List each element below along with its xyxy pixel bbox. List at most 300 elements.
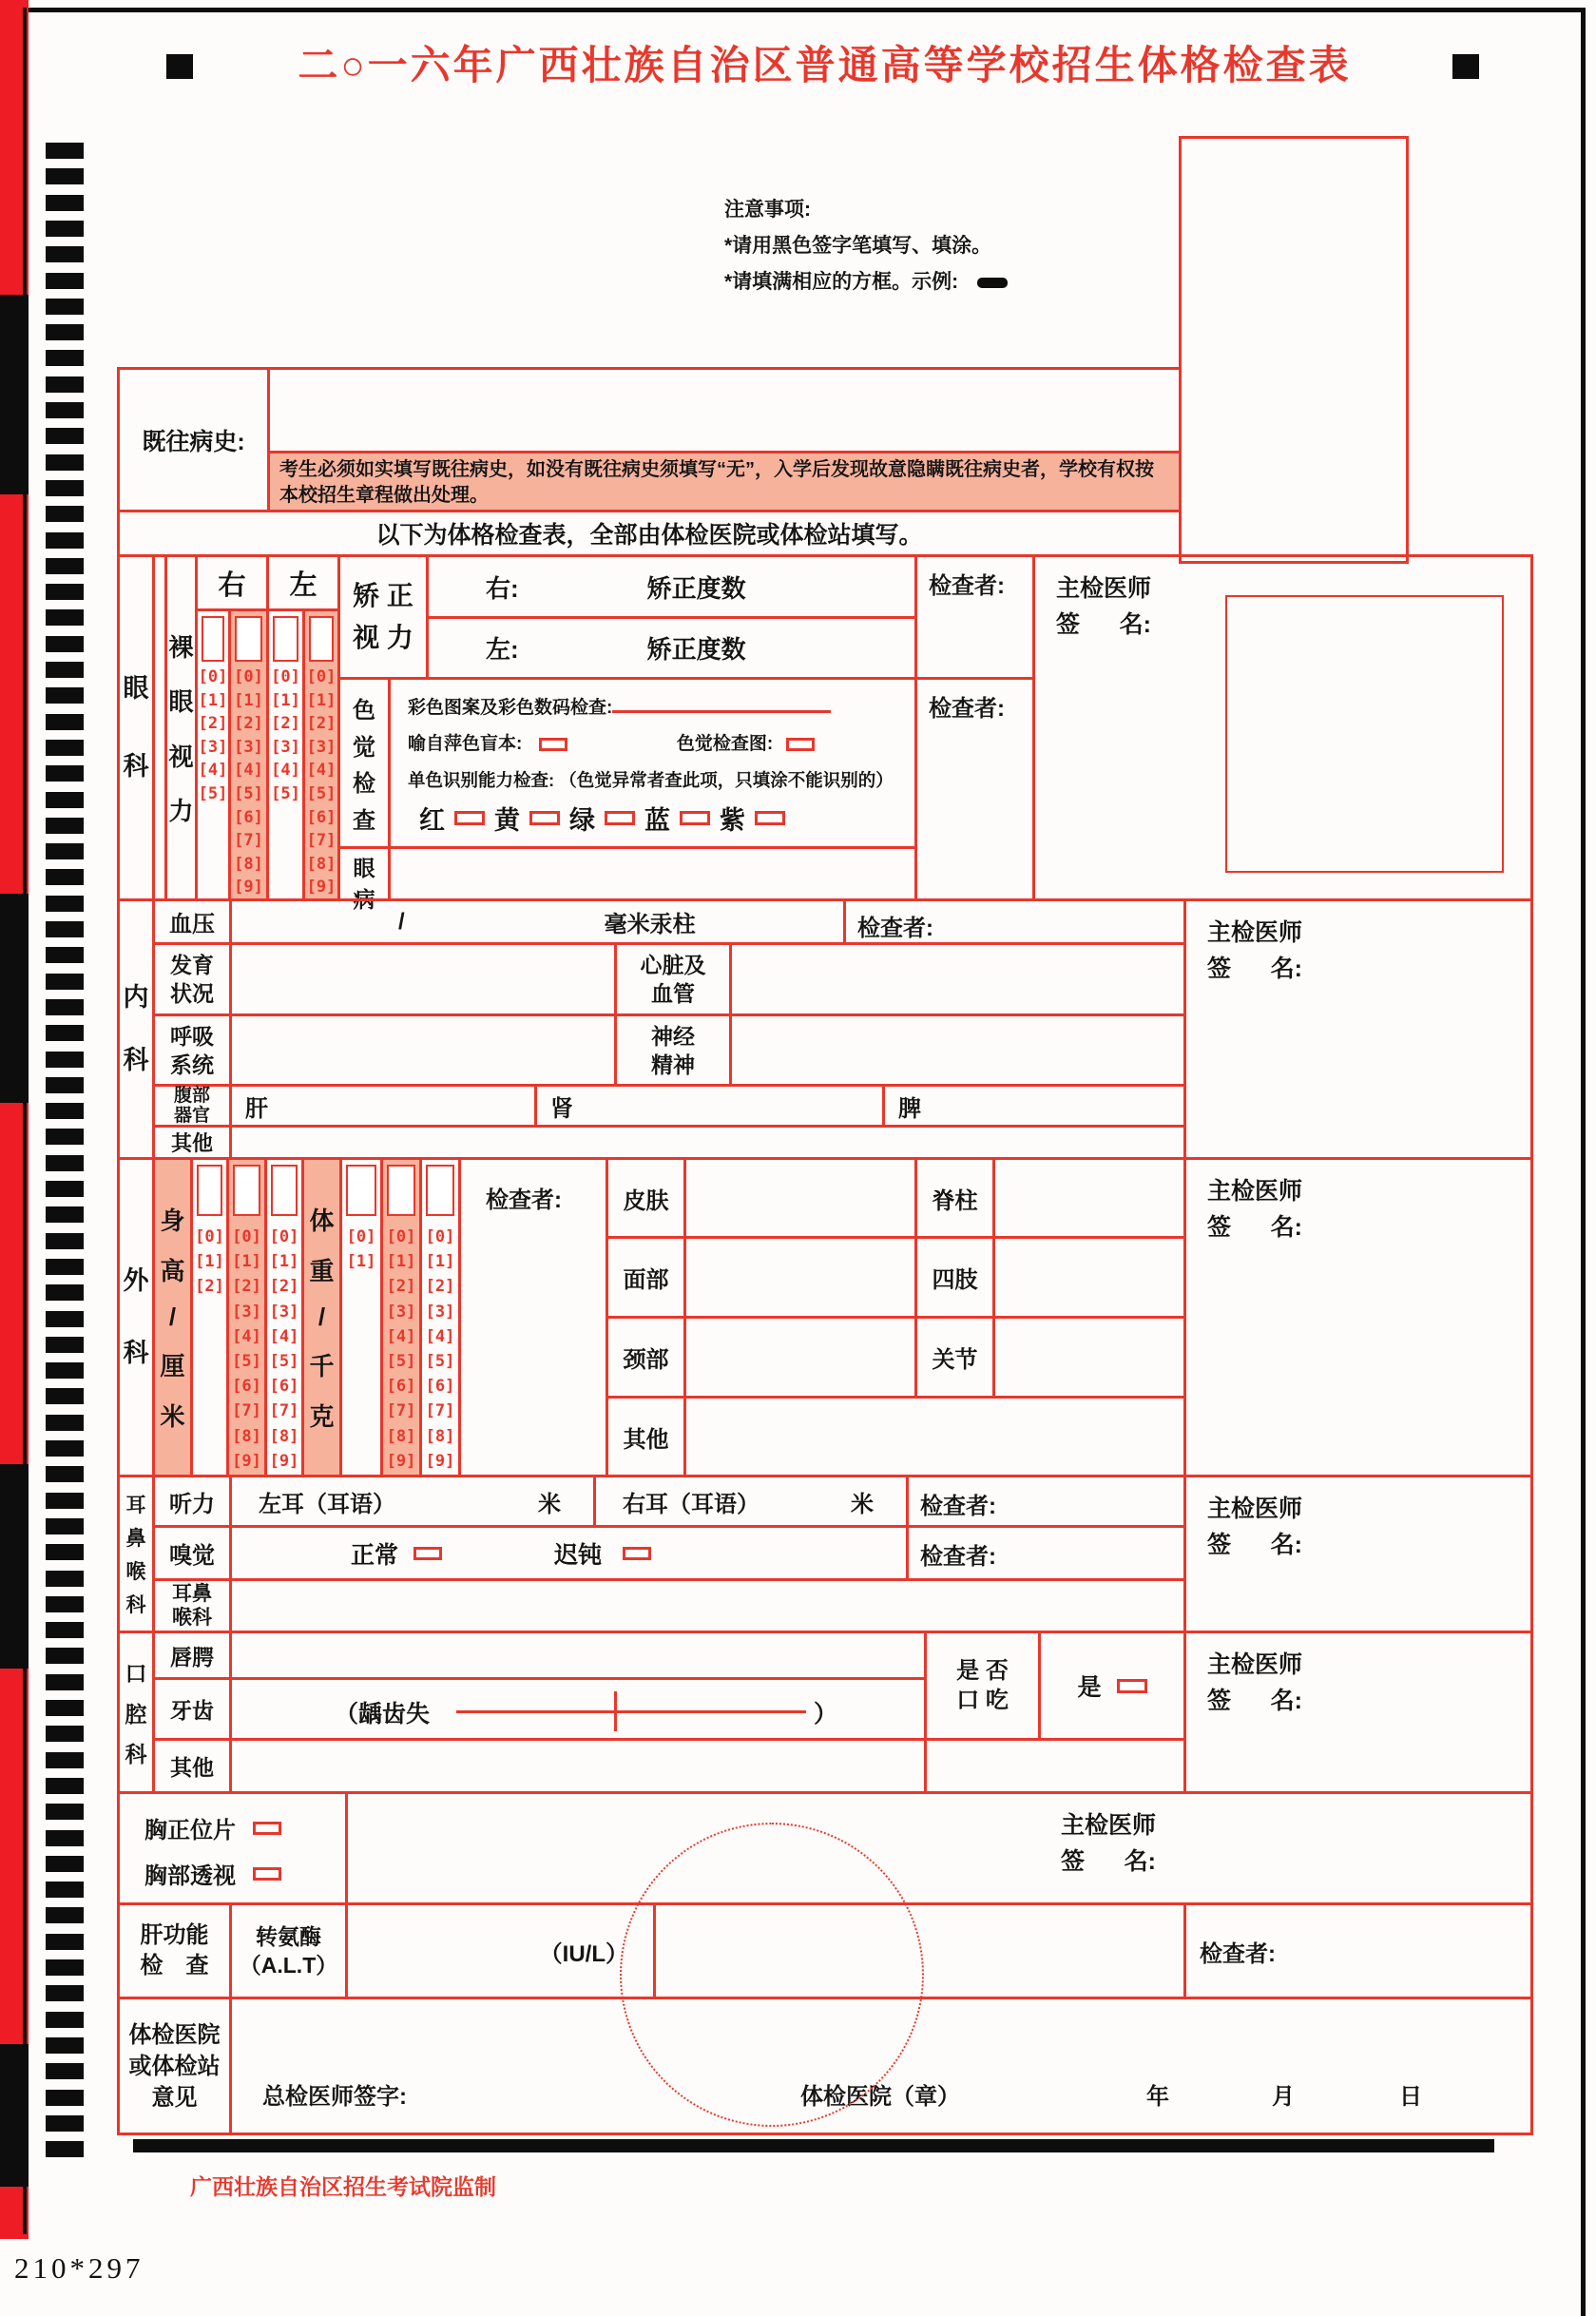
timing-mark — [46, 1284, 84, 1301]
timing-mark — [46, 1206, 84, 1223]
bubble-digit[interactable]: [3] — [306, 737, 337, 757]
bubble-digit[interactable]: [2] — [386, 1277, 416, 1297]
bubble-digit[interactable]: [0] — [306, 667, 337, 686]
liverfn-unit-cell[interactable]: （IU/L） — [345, 1902, 656, 1999]
day-label: 日 — [1399, 2084, 1422, 2110]
timing-mark — [46, 1804, 84, 1820]
internal-abdomen-label: 腹部 器官 — [152, 1084, 232, 1128]
bubble-digit[interactable]: [1] — [195, 1252, 224, 1272]
bubble-digit[interactable]: [4] — [198, 761, 228, 781]
bubble-digit[interactable]: [4] — [306, 761, 337, 781]
timing-mark — [46, 246, 84, 262]
calibration-strip-segment — [0, 894, 29, 1103]
month-label: 月 — [1272, 2084, 1295, 2110]
notice-line2 — [724, 266, 1008, 295]
caries-open: （龋齿失 — [335, 1701, 431, 1727]
bubble-digit[interactable]: [3] — [198, 737, 228, 757]
bubble-digit[interactable]: [3] — [425, 1302, 455, 1322]
eye-corrected-left-row[interactable]: 左: 矫正度数 — [426, 616, 917, 680]
timing-mark — [46, 273, 84, 289]
bubble-digit[interactable]: [6] — [232, 1377, 261, 1397]
bubble-digit[interactable]: [6] — [386, 1377, 416, 1397]
internal-nerve-content[interactable] — [729, 1013, 1186, 1087]
timing-mark — [46, 143, 84, 159]
chest-xray-label: 胸正位片 — [144, 1818, 236, 1843]
dental-stutter-label: 是 否 口 吃 — [924, 1631, 1041, 1741]
smell-normal-checkbox[interactable] — [413, 1547, 442, 1560]
timing-mark — [46, 1959, 84, 1976]
timing-mark — [46, 1985, 84, 2001]
timing-mark — [46, 1233, 84, 1249]
timing-mark — [46, 558, 84, 574]
timing-mark — [46, 869, 84, 885]
timing-mark — [46, 1778, 84, 1794]
stutter-yes-checkbox[interactable] — [1117, 1679, 1147, 1693]
chief-sign-line-label: 总检医师签字: — [262, 2084, 407, 2110]
bubble-digit[interactable]: [0] — [198, 667, 228, 686]
timing-mark — [46, 1103, 84, 1119]
bubble-digit[interactable]: [1] — [232, 1252, 261, 1272]
blind-book-checkbox[interactable] — [539, 738, 567, 751]
surgery-chief-signature[interactable]: 主检医师 签 名: — [1183, 1157, 1533, 1477]
bubble-digit[interactable]: [8] — [232, 1426, 261, 1446]
registration-square-icon — [1452, 54, 1479, 79]
timing-mark — [46, 1674, 84, 1690]
page-border-top — [23, 8, 1586, 12]
surgery-spine-content[interactable] — [992, 1157, 1186, 1239]
timing-mark — [46, 792, 84, 808]
calibration-strip-segment — [0, 1464, 29, 1669]
timing-mark — [46, 1129, 84, 1145]
registration-square-icon — [166, 54, 193, 79]
bubble-digit[interactable]: [4] — [425, 1326, 455, 1346]
ent-hearing-examiner[interactable]: 检查者: — [906, 1475, 1186, 1528]
bubble-digit[interactable]: [0] — [234, 667, 263, 686]
ent-smell-examiner[interactable]: 检查者: — [906, 1525, 1186, 1581]
timing-mark — [46, 195, 84, 211]
bubble-digit[interactable]: [1] — [346, 1252, 376, 1272]
surgery-other-content[interactable] — [683, 1396, 1186, 1477]
bubble-digit[interactable]: [2] — [198, 714, 228, 734]
timing-mark — [46, 843, 84, 859]
ent-row3-content[interactable] — [229, 1578, 1186, 1633]
internal-heart-label: 心脏及 血管 — [614, 942, 732, 1016]
write-box[interactable] — [426, 1165, 454, 1216]
chest-fluoroscopy-label: 胸部透视 — [144, 1863, 236, 1889]
bubble-digit[interactable]: [0] — [386, 1227, 416, 1246]
surgery-joints-label: 关节 — [914, 1316, 995, 1399]
timing-mark — [46, 299, 84, 315]
internal-chief-signature[interactable]: 主检医师 签 名: — [1183, 898, 1533, 1160]
bubble-digit[interactable]: [1] — [306, 690, 337, 710]
internal-heart-content[interactable] — [729, 942, 1186, 1016]
history-input-area[interactable] — [267, 367, 1182, 454]
bubble-column-right-1[interactable] — [195, 608, 231, 901]
timing-mark — [46, 1882, 84, 1898]
eye-header-right: 右 — [195, 554, 269, 611]
answer-line[interactable] — [612, 697, 831, 713]
timing-mark — [46, 999, 84, 1015]
bubble-column-right-2[interactable] — [228, 608, 269, 901]
calibration-strip-segment — [0, 2044, 29, 2187]
bubble-digit[interactable]: [9] — [269, 1451, 299, 1471]
bubble-digit[interactable]: [6] — [234, 807, 263, 827]
dental-chief-signature[interactable]: 主检医师 签 名: — [1183, 1631, 1533, 1794]
bubble-digit[interactable]: [5] — [306, 783, 337, 803]
timing-mark — [46, 818, 84, 834]
timing-mark — [46, 1726, 84, 1742]
timing-mark — [46, 1415, 84, 1431]
dept-ent: 耳 鼻 喉 科 — [117, 1475, 155, 1633]
bubble-digit[interactable]: [7] — [234, 831, 263, 851]
bubble-digit[interactable]: [9] — [306, 878, 337, 897]
color-red-label: 红 — [419, 806, 445, 835]
bubble-digit[interactable]: [1] — [198, 690, 228, 710]
internal-nerve-label: 神经 精神 — [614, 1013, 732, 1087]
surgery-height-label: 身 高 / 厘 米 — [152, 1157, 193, 1477]
calibration-strip-segment — [0, 295, 29, 494]
dental-stutter-yes-cell[interactable] — [1038, 1631, 1186, 1741]
color-chart-checkbox[interactable] — [786, 738, 815, 751]
timing-mark — [46, 480, 84, 496]
bubble-digit[interactable]: [2] — [195, 1277, 224, 1297]
surgery-joints-content[interactable] — [992, 1316, 1186, 1399]
timing-mark — [46, 324, 84, 340]
timing-mark — [46, 1622, 84, 1638]
timing-mark — [46, 765, 84, 782]
color-red-checkbox[interactable] — [454, 811, 485, 825]
bubble-digit[interactable]: [3] — [232, 1302, 261, 1322]
bubble-digit[interactable]: [0] — [271, 667, 300, 686]
timing-mark — [46, 376, 84, 393]
height-bubble-col-2[interactable] — [226, 1157, 267, 1477]
timing-mark — [46, 1934, 84, 1950]
weight-bubble-col-3[interactable] — [419, 1157, 461, 1477]
bubble-digit[interactable]: [8] — [386, 1426, 416, 1446]
blind-book-label: 喻自萍色盲本: — [408, 734, 523, 754]
bubble-digit[interactable]: [8] — [269, 1426, 299, 1446]
bubble-digit[interactable]: [0] — [232, 1227, 261, 1246]
notice-line1: *请用黑色签字笔填写、填涂。 — [724, 235, 992, 257]
bubble-digit[interactable]: [9] — [232, 1451, 261, 1471]
bubble-digit[interactable]: [1] — [271, 690, 300, 710]
ent-hearing-label: 听力 — [152, 1475, 232, 1528]
timing-mark — [46, 896, 84, 912]
ent-chief-signature[interactable]: 主检医师 签 名: — [1183, 1475, 1533, 1633]
notice-line2-text: *请填满相应的方框。示例: — [724, 271, 959, 293]
eye-color-test-content[interactable] — [388, 677, 917, 849]
timing-mark — [46, 1596, 84, 1612]
timing-mark — [46, 506, 84, 522]
bubble-digit[interactable]: [4] — [232, 1326, 261, 1346]
eye-chief-signature[interactable]: 主检医师 签 名: — [1032, 554, 1533, 901]
timing-mark — [46, 1155, 84, 1171]
internal-bp-content[interactable]: / 毫米汞柱 — [229, 898, 846, 945]
dental-teeth-content[interactable] — [229, 1677, 927, 1741]
timing-mark — [46, 1440, 84, 1457]
timing-mark — [46, 1700, 84, 1716]
timing-mark — [46, 947, 84, 963]
timing-mark — [46, 168, 84, 184]
smell-dull-label: 迟钝 — [554, 1541, 603, 1569]
bubble-digit[interactable]: [4] — [386, 1326, 416, 1346]
internal-growth-content[interactable] — [229, 942, 617, 1016]
chest-label-cell — [117, 1791, 348, 1905]
history-label — [117, 367, 270, 512]
bubble-digit[interactable]: [9] — [234, 878, 263, 897]
weight-bubble-col-1[interactable] — [339, 1157, 383, 1477]
write-box[interactable] — [197, 1165, 222, 1216]
issuer-footer: 广西壮族自治区招生考试院监制 — [190, 2174, 496, 2199]
color-blue-label: 蓝 — [644, 806, 670, 835]
history-warning — [267, 451, 1182, 512]
timing-mark — [46, 1337, 84, 1353]
eye-examiner-1[interactable]: 检查者: — [914, 554, 1035, 680]
color-green-checkbox[interactable] — [605, 811, 635, 825]
bubble-digit[interactable]: [0] — [195, 1227, 224, 1246]
write-box[interactable] — [271, 1165, 298, 1216]
bubble-digit[interactable]: [5] — [269, 1351, 299, 1371]
history-note-row — [117, 510, 1182, 557]
color-options-row — [419, 800, 785, 837]
notice-heading: 注意事项: — [724, 199, 811, 221]
weight-bubble-col-2[interactable] — [380, 1157, 422, 1477]
chest-content-cell[interactable]: 主检医师 签 名: — [345, 1791, 1533, 1905]
opinion-label: 体检医院 或体检站 意见 — [117, 1997, 232, 2135]
filled-box-example-icon — [977, 278, 1008, 288]
mono-check-note: 单色识别能力检查: （色觉异常者查此项，只填涂不能识别的） — [408, 770, 894, 790]
surgery-neck-label: 颈部 — [606, 1316, 686, 1399]
signature-inner-box[interactable] — [1225, 595, 1504, 873]
caries-line[interactable] — [456, 1710, 806, 1713]
timing-mark — [46, 687, 84, 704]
bubble-digit[interactable]: [7] — [386, 1401, 416, 1421]
timing-mark — [46, 350, 84, 366]
photo-box[interactable] — [1179, 136, 1409, 564]
dental-lips-content[interactable] — [229, 1631, 927, 1680]
timing-mark — [46, 1752, 84, 1768]
bottom-bar — [133, 2139, 1494, 2152]
bubble-digit[interactable]: [2] — [425, 1277, 455, 1297]
smell-dull-checkbox[interactable] — [623, 1547, 651, 1560]
timing-mark — [46, 402, 84, 418]
internal-other-content[interactable] — [229, 1125, 1186, 1160]
write-box[interactable] — [202, 616, 224, 662]
bubble-digit[interactable]: [5] — [271, 783, 300, 803]
bubble-digit[interactable]: [2] — [232, 1277, 261, 1297]
dental-other-label: 其他 — [152, 1738, 232, 1794]
caries-line-tick — [614, 1691, 617, 1731]
internal-spleen-cell[interactable]: 脾 — [882, 1084, 1186, 1128]
bubble-digit[interactable]: [8] — [234, 854, 263, 874]
bubble-column-left-2[interactable] — [302, 608, 340, 901]
history-warning-text: 考生必须如实填写既往病史，如没有既往病史须填写“无”，入学后发现故意隐瞒既往病史者，学校有权按本校招生章程做出处理。 — [279, 459, 1154, 506]
bubble-digit[interactable]: [6] — [425, 1377, 455, 1397]
ent-smell-content[interactable] — [229, 1525, 909, 1581]
timing-mark — [46, 1466, 84, 1482]
bubble-digit[interactable]: [8] — [306, 854, 337, 874]
timing-mark — [46, 1907, 84, 1923]
timing-mark — [46, 532, 84, 549]
dept-dental: 口 腔 科 — [117, 1631, 155, 1794]
timing-mark — [46, 1077, 84, 1093]
bubble-digit[interactable]: [2] — [234, 714, 263, 734]
surgery-limbs-content[interactable] — [992, 1236, 1186, 1319]
liverfn-label: 肝功能 检 查 — [117, 1902, 232, 1999]
color-purple-checkbox[interactable] — [755, 811, 785, 825]
dept-surgery: 外 科 — [117, 1157, 155, 1477]
bubble-digit[interactable]: [4] — [271, 761, 300, 781]
bubble-digit[interactable]: [5] — [386, 1351, 416, 1371]
timing-mark — [46, 2115, 84, 2132]
bubble-digit[interactable]: [6] — [269, 1377, 299, 1397]
height-bubble-col-1[interactable] — [190, 1157, 229, 1477]
timing-mark — [46, 1493, 84, 1509]
liverfn-examiner[interactable]: 检查者: — [1183, 1902, 1533, 1999]
bubble-column-left-1[interactable] — [266, 608, 305, 901]
ent-left-ear-cell[interactable]: 左耳（耳语） 米 — [229, 1475, 596, 1528]
timing-mark — [46, 1648, 84, 1664]
surgery-neck-content[interactable] — [683, 1316, 917, 1399]
surgery-skin-label: 皮肤 — [606, 1157, 686, 1239]
timing-mark — [46, 2037, 84, 2054]
timing-mark — [46, 428, 84, 444]
timing-mark — [46, 1362, 84, 1379]
bubble-digit[interactable]: [0] — [269, 1227, 299, 1246]
write-box[interactable] — [387, 1165, 415, 1216]
bubble-digit[interactable]: [8] — [425, 1426, 455, 1446]
internal-liver-cell[interactable]: 肝 — [229, 1084, 537, 1128]
timing-mark — [46, 921, 84, 937]
bubble-digit[interactable]: [7] — [269, 1401, 299, 1421]
bubble-digit[interactable]: [9] — [386, 1451, 416, 1471]
write-box[interactable] — [273, 616, 298, 662]
timing-mark — [46, 1544, 84, 1560]
internal-kidney-cell[interactable]: 肾 — [534, 1084, 885, 1128]
internal-bp-examiner[interactable]: 检查者: — [843, 898, 1186, 945]
eye-disease-content[interactable] — [388, 846, 917, 901]
bubble-digit[interactable]: [2] — [271, 714, 300, 734]
bubble-digit[interactable]: [5] — [425, 1351, 455, 1371]
eye-naked-vision-label: 裸 眼 视 力 — [164, 554, 198, 901]
timing-mark — [46, 1518, 84, 1534]
write-box[interactable] — [235, 616, 262, 662]
eye-corrected-label: 矫 正 视 力 — [337, 554, 429, 680]
surgery-face-content[interactable] — [683, 1236, 917, 1319]
bubble-digit[interactable]: [6] — [306, 807, 337, 827]
bubble-digit[interactable]: [1] — [425, 1252, 455, 1272]
timing-mark — [46, 1259, 84, 1275]
write-box[interactable] — [233, 1165, 260, 1216]
timing-mark — [46, 662, 84, 678]
color-purple-label: 紫 — [720, 806, 745, 835]
caries-close: ） — [814, 1701, 838, 1727]
timing-mark — [46, 2090, 84, 2106]
ent-right-ear-cell[interactable]: 右耳（耳语） 米 — [593, 1475, 909, 1528]
timing-mark — [46, 1025, 84, 1041]
bubble-digit[interactable]: [4] — [234, 761, 263, 781]
bubble-digit[interactable]: [1] — [386, 1252, 416, 1272]
eye-color-test-label: 色 觉 检 查 — [337, 677, 391, 849]
history-note-text: 以下为体格检查表，全部由体检医院或体检站填写。 — [375, 522, 923, 549]
bubble-digit[interactable]: [3] — [269, 1302, 299, 1322]
color-green-label: 绿 — [569, 806, 595, 835]
surgery-weight-label: 体 重 / 千 克 — [301, 1157, 342, 1477]
write-box[interactable] — [309, 616, 334, 662]
timing-mark — [46, 2063, 84, 2079]
eye-corrected-right-row[interactable]: 右: 矫正度数 — [426, 554, 917, 619]
bubble-digit[interactable]: [9] — [425, 1451, 455, 1471]
page-title: 二○一六年广西壮族自治区普通高等学校招生体格检查表 — [298, 43, 1352, 87]
bubble-digit[interactable]: [2] — [269, 1277, 299, 1297]
bubble-digit[interactable]: [2] — [306, 714, 337, 734]
bubble-digit[interactable]: [1] — [269, 1252, 299, 1272]
dental-teeth-label: 牙齿 — [152, 1677, 232, 1741]
bubble-digit[interactable]: [4] — [269, 1326, 299, 1346]
timing-mark — [46, 1571, 84, 1587]
bubble-digit[interactable]: [7] — [232, 1401, 261, 1421]
bubble-digit[interactable]: [5] — [234, 783, 263, 803]
internal-bp-label: 血压 — [152, 898, 232, 945]
internal-other-label: 其他 — [152, 1125, 232, 1160]
chest-xray-checkbox[interactable] — [253, 1822, 281, 1835]
dept-eye: 眼 科 — [117, 554, 155, 901]
timing-mark — [46, 636, 84, 652]
smell-normal-label: 正常 — [351, 1541, 399, 1569]
internal-resp-content[interactable] — [229, 1013, 617, 1087]
timing-mark — [46, 584, 84, 600]
color-yellow-checkbox[interactable] — [529, 811, 560, 825]
dental-other-content-2[interactable] — [924, 1738, 1186, 1794]
internal-resp-label: 呼吸 系统 — [152, 1013, 232, 1087]
eye-examiner-2[interactable]: 检查者: — [914, 677, 1035, 901]
page-border-right — [1581, 8, 1586, 2316]
timing-mark — [46, 1181, 84, 1197]
internal-growth-label: 发育 状况 — [152, 942, 232, 1016]
surgery-other-label: 其他 — [606, 1396, 686, 1477]
bubble-digit[interactable]: [3] — [271, 737, 300, 757]
timing-mark — [46, 1830, 84, 1846]
bubble-digit[interactable]: [7] — [425, 1401, 455, 1421]
chest-fluoroscopy-checkbox[interactable] — [253, 1867, 281, 1881]
height-bubble-col-3[interactable] — [264, 1157, 304, 1477]
bubble-digit[interactable]: [7] — [306, 831, 337, 851]
bubble-digit[interactable]: [3] — [386, 1302, 416, 1322]
timing-mark — [46, 740, 84, 756]
eye-header-left: 左 — [266, 554, 340, 611]
bubble-digit[interactable]: [1] — [234, 690, 263, 710]
bubble-digit[interactable]: [5] — [198, 783, 228, 803]
ent-smell-label: 嗅觉 — [152, 1525, 232, 1581]
ent-row3-label: 耳鼻 喉科 — [152, 1578, 232, 1633]
bubble-digit[interactable]: [5] — [232, 1351, 261, 1371]
bubble-digit[interactable]: [0] — [346, 1227, 376, 1246]
timing-mark — [46, 2141, 84, 2157]
timing-mark — [46, 2012, 84, 2028]
surgery-skin-content[interactable] — [683, 1157, 917, 1239]
bubble-digit[interactable]: [0] — [425, 1227, 455, 1246]
eye-disease-label: 眼 病 — [337, 846, 391, 901]
write-box[interactable] — [346, 1165, 376, 1216]
color-blue-checkbox[interactable] — [680, 811, 710, 825]
timing-mark — [46, 1311, 84, 1327]
dental-other-content[interactable] — [229, 1738, 927, 1794]
surgery-examiner[interactable]: 检查者: — [458, 1157, 608, 1477]
bubble-digit[interactable]: [3] — [234, 737, 263, 757]
dental-lips-label: 唇腭 — [152, 1631, 232, 1680]
color-chart-label: 色觉检查图: — [676, 734, 774, 754]
hospital-seal-label: 体检医院（章） — [800, 2084, 960, 2110]
